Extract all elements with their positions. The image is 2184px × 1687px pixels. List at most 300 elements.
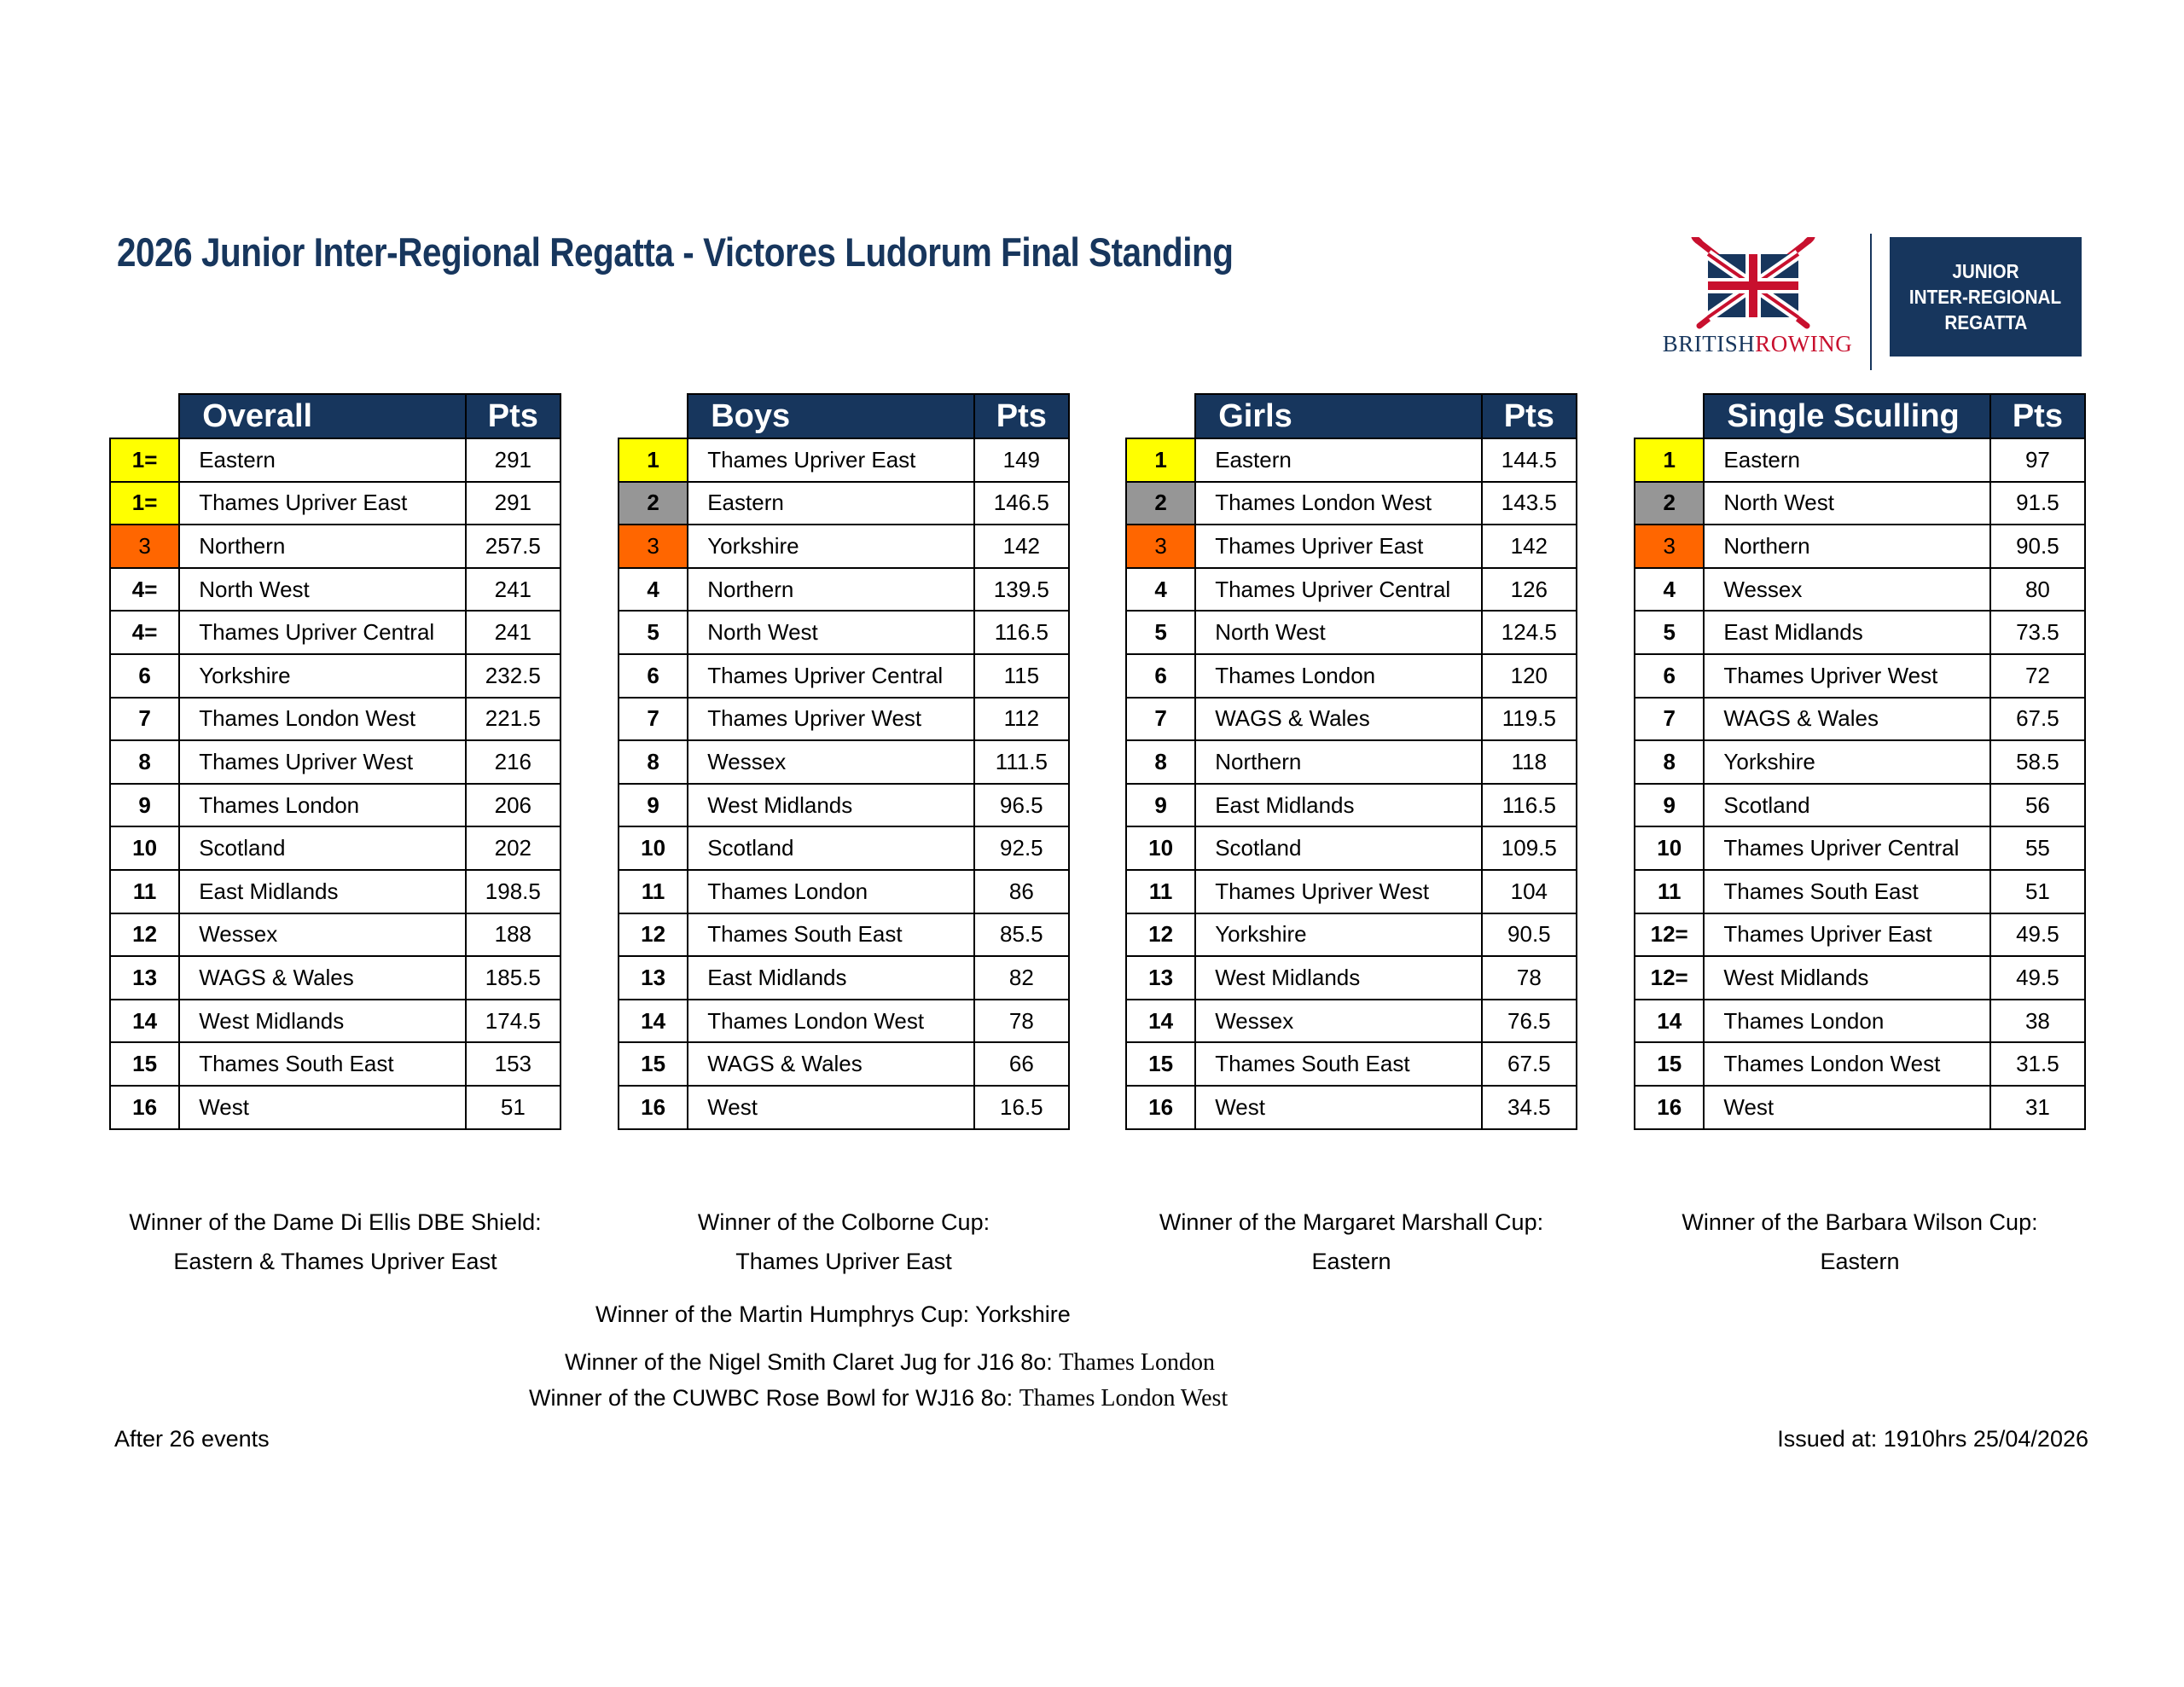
trophy-winner-0 xyxy=(101,1203,570,1281)
position-cell: 4= xyxy=(110,611,179,654)
position-cell: 1= xyxy=(110,482,179,525)
position-cell: 3 xyxy=(619,525,688,568)
table-row xyxy=(619,438,1069,482)
jirr-line-3: REGATTA xyxy=(1944,311,2027,333)
table-row xyxy=(1635,611,2085,654)
table-row xyxy=(619,1086,1069,1129)
table-row xyxy=(1126,698,1577,741)
table-row xyxy=(619,525,1069,568)
points-cell: 115 xyxy=(974,654,1069,698)
table-row xyxy=(1635,1000,2085,1043)
team-cell: Thames London West xyxy=(179,698,465,741)
position-cell: 11 xyxy=(1126,870,1195,913)
team-cell: Thames London xyxy=(1195,654,1481,698)
table-row xyxy=(1126,482,1577,525)
table-row xyxy=(1126,1042,1577,1086)
table-row xyxy=(110,1042,561,1086)
points-cell: 126 xyxy=(1482,568,1577,612)
team-cell: North West xyxy=(179,568,465,612)
position-cell: 9 xyxy=(1635,784,1704,827)
position-cell: 8 xyxy=(1635,740,1704,784)
trophy-label: Winner of the Barbara Wilson Cup: xyxy=(1682,1209,2038,1235)
standings-grid xyxy=(618,393,1070,1130)
rose-bowl-winner xyxy=(529,1385,1228,1412)
team-cell: Thames South East xyxy=(688,913,973,957)
points-cell: 142 xyxy=(1482,525,1577,568)
team-cell: Eastern xyxy=(1704,438,1989,482)
page-title: 2026 Junior Inter-Regional Regatta - Victores Ludorum Final Standing xyxy=(117,229,1234,275)
team-cell: East Midlands xyxy=(688,956,973,1000)
position-cell: 12 xyxy=(1126,913,1195,957)
table-row xyxy=(1635,698,2085,741)
header-blank xyxy=(619,394,688,438)
jirr-logo-box xyxy=(1890,237,2082,357)
table-header-row xyxy=(619,394,1069,438)
team-cell: Thames South East xyxy=(1704,870,1989,913)
trophy-winner-1 xyxy=(609,1203,1078,1281)
claret-jug-value: Thames London xyxy=(1059,1349,1216,1376)
standings-table-1 xyxy=(618,393,1070,1130)
points-cell: 143.5 xyxy=(1482,482,1577,525)
position-cell: 4= xyxy=(110,568,179,612)
points-cell: 146.5 xyxy=(974,482,1069,525)
jirr-line-2: INTER-REGIONAL xyxy=(1909,286,2062,308)
table-row xyxy=(619,1042,1069,1086)
position-cell: 6 xyxy=(110,654,179,698)
table-row xyxy=(619,482,1069,525)
position-cell: 8 xyxy=(1126,740,1195,784)
team-cell: Northern xyxy=(179,525,465,568)
trophy-label: Winner of the Margaret Marshall Cup: xyxy=(1159,1209,1544,1235)
points-cell: 291 xyxy=(466,438,561,482)
position-cell: 8 xyxy=(619,740,688,784)
table-row xyxy=(1126,784,1577,827)
position-cell: 3 xyxy=(1126,525,1195,568)
points-cell: 80 xyxy=(1990,568,2085,612)
table-row xyxy=(1635,568,2085,612)
header-blank xyxy=(110,394,179,438)
team-cell: Thames Upriver East xyxy=(688,438,973,482)
points-cell: 144.5 xyxy=(1482,438,1577,482)
team-cell: Thames London xyxy=(1704,1000,1989,1043)
table-header-row xyxy=(1126,394,1577,438)
team-cell: Thames South East xyxy=(179,1042,465,1086)
table-header-row xyxy=(1635,394,2085,438)
points-cell: 111.5 xyxy=(974,740,1069,784)
table-row xyxy=(110,1086,561,1129)
points-cell: 232.5 xyxy=(466,654,561,698)
table-row xyxy=(1126,870,1577,913)
position-cell: 5 xyxy=(1126,611,1195,654)
points-cell: 67.5 xyxy=(1990,698,2085,741)
table-row xyxy=(1635,913,2085,957)
team-cell: Thames London West xyxy=(1704,1042,1989,1086)
team-cell: Thames Upriver East xyxy=(179,482,465,525)
position-cell: 5 xyxy=(619,611,688,654)
table-row xyxy=(1126,1086,1577,1129)
team-cell: West Midlands xyxy=(688,784,973,827)
team-cell: Thames Upriver West xyxy=(688,698,973,741)
table-row xyxy=(110,654,561,698)
team-cell: Wessex xyxy=(1195,1000,1481,1043)
points-cell: 91.5 xyxy=(1990,482,2085,525)
table-row xyxy=(110,870,561,913)
table-row xyxy=(619,956,1069,1000)
team-cell: East Midlands xyxy=(1195,784,1481,827)
table-row xyxy=(110,438,561,482)
points-cell: 109.5 xyxy=(1482,826,1577,870)
position-cell: 16 xyxy=(1635,1086,1704,1129)
team-cell: West xyxy=(1704,1086,1989,1129)
table-row xyxy=(1635,956,2085,1000)
team-cell: North West xyxy=(1195,611,1481,654)
points-cell: 291 xyxy=(466,482,561,525)
british-rowing-wordmark: BRITISHROWING xyxy=(1662,331,1853,357)
points-cell: 73.5 xyxy=(1990,611,2085,654)
table-row xyxy=(1126,568,1577,612)
position-cell: 2 xyxy=(619,482,688,525)
position-cell: 15 xyxy=(619,1042,688,1086)
humphrys-cup-winner: Winner of the Martin Humphrys Cup: Yorkshire xyxy=(595,1301,1071,1327)
position-cell: 13 xyxy=(619,956,688,1000)
issued-timestamp: Issued at: 1910hrs 25/04/2026 xyxy=(1777,1426,2088,1452)
points-cell: 149 xyxy=(974,438,1069,482)
table-row xyxy=(1635,438,2085,482)
table-row xyxy=(1126,1000,1577,1043)
points-cell: 38 xyxy=(1990,1000,2085,1043)
points-cell: 96.5 xyxy=(974,784,1069,827)
team-cell: West xyxy=(1195,1086,1481,1129)
points-cell: 221.5 xyxy=(466,698,561,741)
table-row xyxy=(110,1000,561,1043)
points-cell: 118 xyxy=(1482,740,1577,784)
points-cell: 86 xyxy=(974,870,1069,913)
points-cell: 188 xyxy=(466,913,561,957)
team-cell: Thames Upriver Central xyxy=(1195,568,1481,612)
table-row xyxy=(110,568,561,612)
jirr-line-1: JUNIOR xyxy=(1952,260,2019,282)
points-cell: 97 xyxy=(1990,438,2085,482)
position-cell: 4 xyxy=(619,568,688,612)
team-cell: Scotland xyxy=(1704,784,1989,827)
points-cell: 56 xyxy=(1990,784,2085,827)
position-cell: 8 xyxy=(110,740,179,784)
position-cell: 16 xyxy=(110,1086,179,1129)
points-cell: 116.5 xyxy=(1482,784,1577,827)
table-row xyxy=(619,826,1069,870)
table-row xyxy=(619,611,1069,654)
points-cell: 202 xyxy=(466,826,561,870)
position-cell: 7 xyxy=(110,698,179,741)
standings-grid xyxy=(109,393,561,1130)
table-row xyxy=(1635,525,2085,568)
position-cell: 1 xyxy=(1635,438,1704,482)
trophy-label: Winner of the Dame Di Ellis DBE Shield: xyxy=(129,1209,542,1235)
trophy-winner-name: Eastern xyxy=(1820,1249,1900,1274)
table-row xyxy=(1635,1042,2085,1086)
table-row xyxy=(1635,740,2085,784)
standings-grid xyxy=(1634,393,2086,1130)
team-cell: North West xyxy=(1704,482,1989,525)
standings-grid xyxy=(1125,393,1577,1130)
position-cell: 9 xyxy=(619,784,688,827)
points-cell: 51 xyxy=(1990,870,2085,913)
table-row xyxy=(110,956,561,1000)
team-cell: West xyxy=(688,1086,973,1129)
position-cell: 15 xyxy=(1126,1042,1195,1086)
team-cell: Thames London xyxy=(179,784,465,827)
points-cell: 31.5 xyxy=(1990,1042,2085,1086)
points-cell: 124.5 xyxy=(1482,611,1577,654)
points-cell: 82 xyxy=(974,956,1069,1000)
points-cell: 104 xyxy=(1482,870,1577,913)
team-cell: East Midlands xyxy=(179,870,465,913)
position-cell: 11 xyxy=(619,870,688,913)
team-cell: Thames Upriver East xyxy=(1195,525,1481,568)
team-cell: North West xyxy=(688,611,973,654)
pts-heading: Pts xyxy=(466,394,561,438)
pts-heading: Pts xyxy=(1990,394,2085,438)
points-cell: 257.5 xyxy=(466,525,561,568)
points-cell: 120 xyxy=(1482,654,1577,698)
position-cell: 1 xyxy=(619,438,688,482)
position-cell: 10 xyxy=(1126,826,1195,870)
team-cell: WAGS & Wales xyxy=(688,1042,973,1086)
table-row xyxy=(110,698,561,741)
points-cell: 85.5 xyxy=(974,913,1069,957)
points-cell: 76.5 xyxy=(1482,1000,1577,1043)
position-cell: 9 xyxy=(110,784,179,827)
team-cell: Wessex xyxy=(1704,568,1989,612)
table-row xyxy=(1126,740,1577,784)
points-cell: 116.5 xyxy=(974,611,1069,654)
position-cell: 14 xyxy=(1635,1000,1704,1043)
team-cell: Thames South East xyxy=(1195,1042,1481,1086)
team-cell: West xyxy=(179,1086,465,1129)
points-cell: 112 xyxy=(974,698,1069,741)
position-cell: 13 xyxy=(110,956,179,1000)
points-cell: 66 xyxy=(974,1042,1069,1086)
points-cell: 241 xyxy=(466,568,561,612)
team-cell: Wessex xyxy=(688,740,973,784)
table-row xyxy=(619,698,1069,741)
table-row xyxy=(1126,913,1577,957)
position-cell: 12 xyxy=(110,913,179,957)
team-cell: Northern xyxy=(1704,525,1989,568)
table-row xyxy=(1635,826,2085,870)
team-cell: WAGS & Wales xyxy=(1195,698,1481,741)
points-cell: 34.5 xyxy=(1482,1086,1577,1129)
position-cell: 1 xyxy=(1126,438,1195,482)
trophy-label: Winner of the Colborne Cup: xyxy=(697,1209,990,1235)
points-cell: 206 xyxy=(466,784,561,827)
team-cell: Scotland xyxy=(1195,826,1481,870)
points-cell: 92.5 xyxy=(974,826,1069,870)
team-cell: Northern xyxy=(1195,740,1481,784)
points-cell: 142 xyxy=(974,525,1069,568)
points-cell: 58.5 xyxy=(1990,740,2085,784)
team-cell: Eastern xyxy=(1195,438,1481,482)
team-cell: Thames Upriver West xyxy=(1195,870,1481,913)
table-row xyxy=(619,568,1069,612)
points-cell: 31 xyxy=(1990,1086,2085,1129)
team-cell: Yorkshire xyxy=(1704,740,1989,784)
team-cell: Thames London West xyxy=(1195,482,1481,525)
table-header-row xyxy=(110,394,561,438)
trophy-winner-name: Thames Upriver East xyxy=(735,1249,952,1274)
team-cell: West Midlands xyxy=(1195,956,1481,1000)
table-row xyxy=(1126,611,1577,654)
position-cell: 7 xyxy=(619,698,688,741)
position-cell: 6 xyxy=(1126,654,1195,698)
position-cell: 14 xyxy=(110,1000,179,1043)
position-cell: 2 xyxy=(1635,482,1704,525)
table-heading: Boys xyxy=(688,394,973,438)
team-cell: Thames Upriver Central xyxy=(688,654,973,698)
trophy-winner-name: Eastern xyxy=(1311,1249,1391,1274)
position-cell: 12 xyxy=(619,913,688,957)
position-cell: 3 xyxy=(1635,525,1704,568)
standings-table-0 xyxy=(109,393,561,1130)
table-row xyxy=(1635,1086,2085,1129)
team-cell: Thames London West xyxy=(688,1000,973,1043)
team-cell: Yorkshire xyxy=(1195,913,1481,957)
standings-table-3 xyxy=(1634,393,2086,1130)
points-cell: 49.5 xyxy=(1990,913,2085,957)
header-blank xyxy=(1635,394,1704,438)
table-row xyxy=(619,870,1069,913)
claret-jug-label: Winner of the Nigel Smith Claret Jug for J16 8o: xyxy=(565,1349,1053,1375)
rose-bowl-value: Thames London West xyxy=(1019,1385,1228,1412)
table-row xyxy=(110,913,561,957)
position-cell: 16 xyxy=(619,1086,688,1129)
points-cell: 139.5 xyxy=(974,568,1069,612)
trophy-winner-3 xyxy=(1625,1203,2094,1281)
team-cell: Thames Upriver East xyxy=(1704,913,1989,957)
table-row xyxy=(1635,784,2085,827)
table-row xyxy=(1126,525,1577,568)
pts-heading: Pts xyxy=(1482,394,1577,438)
points-cell: 119.5 xyxy=(1482,698,1577,741)
team-cell: Wessex xyxy=(179,913,465,957)
team-cell: Northern xyxy=(688,568,973,612)
team-cell: Thames Upriver West xyxy=(179,740,465,784)
points-cell: 241 xyxy=(466,611,561,654)
table-row xyxy=(619,654,1069,698)
position-cell: 11 xyxy=(110,870,179,913)
standings-table-2 xyxy=(1125,393,1577,1130)
points-cell: 216 xyxy=(466,740,561,784)
position-cell: 15 xyxy=(1635,1042,1704,1086)
trophy-winner-2 xyxy=(1117,1203,1586,1281)
team-cell: Thames Upriver Central xyxy=(179,611,465,654)
events-count: After 26 events xyxy=(114,1426,270,1452)
position-cell: 12= xyxy=(1635,956,1704,1000)
table-row xyxy=(110,784,561,827)
team-cell: Eastern xyxy=(179,438,465,482)
table-row xyxy=(1635,870,2085,913)
position-cell: 1= xyxy=(110,438,179,482)
team-cell: Thames Upriver West xyxy=(1704,654,1989,698)
table-row xyxy=(1635,654,2085,698)
position-cell: 9 xyxy=(1126,784,1195,827)
table-row xyxy=(1635,482,2085,525)
position-cell: 10 xyxy=(619,826,688,870)
team-cell: Scotland xyxy=(179,826,465,870)
position-cell: 7 xyxy=(1635,698,1704,741)
table-row xyxy=(619,740,1069,784)
table-row xyxy=(110,482,561,525)
table-row xyxy=(1126,654,1577,698)
position-cell: 2 xyxy=(1126,482,1195,525)
points-cell: 90.5 xyxy=(1482,913,1577,957)
position-cell: 5 xyxy=(1635,611,1704,654)
points-cell: 49.5 xyxy=(1990,956,2085,1000)
table-heading: Overall xyxy=(179,394,465,438)
points-cell: 78 xyxy=(1482,956,1577,1000)
team-cell: Thames Upriver Central xyxy=(1704,826,1989,870)
position-cell: 14 xyxy=(619,1000,688,1043)
table-row xyxy=(1126,826,1577,870)
table-row xyxy=(110,611,561,654)
position-cell: 4 xyxy=(1126,568,1195,612)
position-cell: 11 xyxy=(1635,870,1704,913)
points-cell: 16.5 xyxy=(974,1086,1069,1129)
position-cell: 13 xyxy=(1126,956,1195,1000)
points-cell: 55 xyxy=(1990,826,2085,870)
team-cell: Yorkshire xyxy=(179,654,465,698)
table-heading: Single Sculling xyxy=(1704,394,1989,438)
position-cell: 7 xyxy=(1126,698,1195,741)
position-cell: 16 xyxy=(1126,1086,1195,1129)
team-cell: WAGS & Wales xyxy=(179,956,465,1000)
table-row xyxy=(1126,956,1577,1000)
position-cell: 14 xyxy=(1126,1000,1195,1043)
team-cell: West Midlands xyxy=(1704,956,1989,1000)
points-cell: 67.5 xyxy=(1482,1042,1577,1086)
pts-heading: Pts xyxy=(974,394,1069,438)
table-row xyxy=(110,826,561,870)
position-cell: 4 xyxy=(1635,568,1704,612)
table-row xyxy=(110,740,561,784)
logo-divider xyxy=(1870,234,1872,370)
table-row xyxy=(619,1000,1069,1043)
points-cell: 90.5 xyxy=(1990,525,2085,568)
team-cell: Scotland xyxy=(688,826,973,870)
team-cell: Thames London xyxy=(688,870,973,913)
rose-bowl-label: Winner of the CUWBC Rose Bowl for WJ16 8o: xyxy=(529,1385,1014,1411)
table-row xyxy=(1126,438,1577,482)
table-row xyxy=(619,784,1069,827)
team-cell: Yorkshire xyxy=(688,525,973,568)
table-row xyxy=(619,913,1069,957)
team-cell: WAGS & Wales xyxy=(1704,698,1989,741)
team-cell: Eastern xyxy=(688,482,973,525)
position-cell: 15 xyxy=(110,1042,179,1086)
table-heading: Girls xyxy=(1195,394,1481,438)
points-cell: 153 xyxy=(466,1042,561,1086)
table-row xyxy=(110,525,561,568)
position-cell: 3 xyxy=(110,525,179,568)
team-cell: West Midlands xyxy=(179,1000,465,1043)
points-cell: 174.5 xyxy=(466,1000,561,1043)
british-rowing-logo xyxy=(1655,234,2082,370)
position-cell: 6 xyxy=(619,654,688,698)
points-cell: 51 xyxy=(466,1086,561,1129)
header-blank xyxy=(1126,394,1195,438)
trophy-winner-name: Eastern & Thames Upriver East xyxy=(173,1249,497,1274)
position-cell: 12= xyxy=(1635,913,1704,957)
